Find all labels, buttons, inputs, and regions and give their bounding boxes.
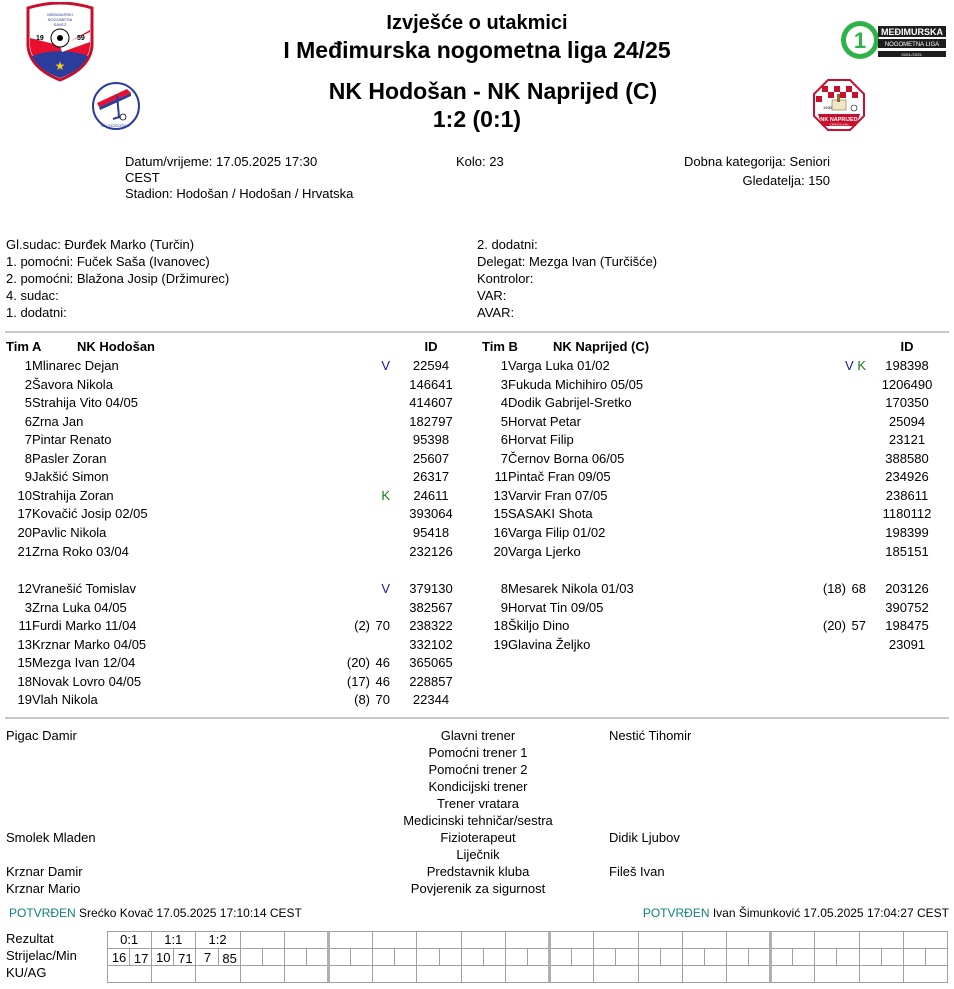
player-id: 1180112 [882,506,932,522]
divider [5,331,949,333]
player-number: 21 [17,543,32,559]
player-name: Fukuda Michihiro 05/05 [508,376,644,392]
player-number: 13 [493,487,508,503]
player-id: 238322 [409,618,453,634]
player-row[interactable] [482,357,952,375]
svg-text:NK NAPRIJED: NK NAPRIJED [820,117,858,123]
federation-year-right: 59 [77,35,85,42]
player-number: 19 [17,692,32,708]
substitution-for: (2) [354,618,370,634]
substitution-minute: 68 [851,581,866,596]
player-row[interactable] [6,376,476,394]
player-number: 19 [493,636,508,652]
player-row[interactable] [6,691,476,709]
player-id: 23091 [888,636,926,652]
team-a-id-header: ID [424,339,438,354]
svg-text:NOGOMETNA LIGA: NOGOMETNA LIGA [884,42,940,48]
player-number: 11 [494,469,508,485]
staff-role: Pomoćni trener 2 [428,762,528,777]
confirmation-home-status: POTVRĐEN [9,906,76,920]
federation-year-left: 19 [36,35,44,42]
staff-home: Smolek Mladen [6,830,96,845]
player-id: 365065 [409,655,453,671]
player-name: Mlinarec Dejan [32,358,119,373]
player-row[interactable] [6,599,476,617]
substitution-for: (17) [346,673,370,689]
staff-role: Trener vratara [437,796,519,811]
player-name: Horvat Tin 09/05 [508,599,604,615]
official-assistant-2: 2. pomoćni: Blažona Josip (Držimurec) [6,271,230,286]
player-row[interactable] [482,413,952,431]
confirmation-away-status: POTVRĐEN [642,906,710,920]
player-row[interactable] [482,543,952,561]
player-id: 182797 [409,413,453,429]
substitution-for: (18) [822,581,846,596]
substitution-for: (20) [822,618,846,634]
player-id: 388580 [885,450,929,466]
staff-role: Predstavnik kluba [426,864,530,879]
goal-result: 1:2 [208,932,227,947]
player-number: 6 [24,413,32,429]
player-number: 8 [24,450,32,466]
player-row[interactable] [6,524,476,542]
player-row[interactable] [6,580,476,598]
age-category: Dobna kategorija: Seniori [684,154,830,169]
player-name: Černov Borna 06/05 [508,450,625,466]
player-id: 25094 [888,413,926,429]
official-delegate: Delegat: Mezga Ivan (Turčišće) [477,254,658,269]
player-name: Vranešić Tomislav [32,581,137,596]
match-round: Kolo: 23 [456,154,504,169]
player-number: 17 [17,506,32,522]
player-id: 198475 [885,618,929,634]
player-number: 7 [24,432,32,448]
player-row[interactable] [482,468,952,486]
player-number: 15 [17,655,32,671]
player-id: 198398 [885,358,929,373]
player-id: 203126 [885,581,929,596]
substitution-minute: 70 [375,692,390,708]
player-number: 7 [500,450,508,466]
staff-role: Glavni trener [440,728,516,743]
team-b-name: NK Naprijed (C) [553,339,650,354]
goal-result: 1:1 [164,932,183,947]
player-number: 9 [24,469,32,485]
match-datetime: Datum/vrijeme: 17.05.2025 17:30 [125,154,318,169]
player-id: 238611 [885,487,929,503]
player-id: 22594 [412,358,450,373]
staff-away: Fileš Ivan [609,864,665,879]
player-number: 3 [24,599,32,615]
player-row[interactable] [482,450,952,468]
player-row[interactable] [6,357,476,375]
player-number: 20 [17,524,32,540]
player-number: 4 [500,395,508,411]
staff-away: Nestić Tihomir [609,728,692,743]
player-id: 25607 [412,450,450,466]
official-main-referee: Gl.sudac: Đurđek Marko (Turčin) [6,237,195,252]
player-id: 390752 [885,599,929,615]
goal-scorer: 7 [203,950,212,965]
player-marks [346,580,390,598]
svg-text:SAVEZ: SAVEZ [53,22,67,27]
staff-role: Fizioterapeut [440,830,516,845]
player-name: Varga Luka 01/02 [508,358,610,373]
substitution-for: (20) [346,655,370,671]
player-name: Šavora Nikola [32,376,113,392]
official-fourth: 4. sudac: [6,288,59,303]
staff-role: Povjerenik za sigurnost [410,881,546,896]
captain-mark: K [381,487,390,503]
player-name: Furdi Marko 11/04 [32,618,137,634]
player-row[interactable] [482,599,952,617]
player-number: 12 [17,581,32,596]
player-row[interactable] [6,394,476,412]
team-b-id-header: ID [900,339,914,354]
confirmation-home-text: Srećko Kovač 17.05.2025 17:10:14 CEST [79,906,302,920]
goal-scorer: 16 [111,950,127,965]
svg-text:★: ★ [54,59,66,73]
goal-minute: 71 [178,951,193,966]
player-name: Mesarek Nikola 01/03 [508,581,634,596]
player-id: 22344 [412,692,450,708]
player-row[interactable] [6,468,476,486]
player-name: Vlah Nikola [32,692,98,708]
player-number: 9 [500,599,508,615]
match-title: NK Hodošan - NK Naprijed (C) [328,78,658,104]
player-id: 146641 [409,376,453,392]
player-number: 1 [24,358,32,373]
goals-label-result: Rezultat [6,931,54,946]
player-name: Horvat Filip [508,432,574,448]
player-id: 234926 [885,469,929,485]
svg-text:MEĐIMURSKI: MEĐIMURSKI [47,12,73,17]
player-row[interactable] [6,450,476,468]
official-avar: AVAR: [477,305,515,320]
substitution-for: (8) [354,692,370,708]
player-name: Jakšić Simon [32,469,109,485]
player-number: 8 [500,581,508,596]
player-name: Strahija Zoran [32,487,114,503]
player-row[interactable] [6,617,476,635]
player-name: Varga Filip 01/02 [508,524,606,540]
official-additional-1: 1. dodatni: [6,305,67,320]
player-id: 23121 [888,432,926,448]
official-var: VAR: [477,288,507,303]
official-controller: Kontrolor: [477,271,534,286]
divider [5,717,949,719]
player-name: Glavina Željko [508,636,591,652]
player-id: 170350 [885,395,929,411]
player-id: 382567 [409,599,453,615]
player-name: Zrna Roko 03/04 [32,543,129,559]
player-marks [822,357,866,375]
player-name: Horvat Petar [508,413,581,429]
svg-text:NOGOMETNI: NOGOMETNI [47,17,73,22]
player-number: 5 [24,395,32,411]
player-id: 1206490 [881,376,933,392]
match-timezone: CEST [125,170,160,185]
player-row[interactable] [6,543,476,561]
player-row[interactable] [6,487,476,505]
svg-text:2024./2025.: 2024./2025. [901,52,923,57]
match-stadium: Stadion: Hodošan / Hodošan / Hrvatska [125,186,354,201]
player-number: 1 [500,358,508,373]
officials-right [477,236,657,321]
team-b-label: Tim B [482,339,518,354]
player-id: 24611 [413,487,449,503]
player-marks [346,487,390,505]
player-name: Škiljo Dino [508,618,570,634]
substitution-minute: 46 [375,655,390,671]
captain-mark: K [857,358,866,373]
staff-home: Krznar Mario [6,881,81,896]
player-id: 198399 [885,524,929,540]
player-name: Strahija Vito 04/05 [32,395,138,411]
svg-text:CIRKOVLJAN: CIRKOVLJAN [829,122,849,127]
player-id: 232126 [409,543,453,559]
staff-home: Pigac Damir [6,728,77,743]
player-row[interactable] [482,580,952,598]
player-name: Mezga Ivan 12/04 [32,655,136,671]
player-number: 16 [493,524,508,540]
player-marks [346,357,390,375]
player-name: Zrna Jan [32,413,84,429]
player-number: 18 [17,673,32,689]
player-number: 11 [18,618,32,634]
player-row[interactable] [6,654,476,672]
player-id: 95398 [412,432,450,448]
officials-left [6,236,229,321]
player-number: 15 [493,506,508,522]
confirmation-away-text: Ivan Šimunković 17.05.2025 17:04:27 CEST [712,906,949,920]
goalkeeper-mark: V [381,581,390,596]
player-id: 26317 [412,469,450,485]
spectators: Gledatelja: 150 [742,173,830,188]
official-additional-2: 2. dodatni: [477,237,538,252]
player-row[interactable] [482,376,952,394]
substitution-minute: 57 [851,618,866,634]
svg-text:MEĐIMURSKA: MEĐIMURSKA [881,27,943,37]
player-name: Pintač Fran 09/05 [508,469,611,485]
player-id: 414607 [409,395,453,411]
player-id: 185151 [885,543,929,559]
team-a-name: NK Hodošan [77,339,155,354]
player-name: Varga Ljerko [508,543,581,559]
player-row[interactable] [6,673,476,691]
league-title: I Međimurska nogometna liga 24/25 [283,37,671,63]
player-id: 228857 [409,673,453,689]
player-row[interactable] [482,636,952,654]
match-score: 1:2 (0:1) [432,106,522,132]
confirmation-away [643,905,949,921]
substitution-minute: 70 [375,618,390,634]
player-number: 2 [24,376,32,392]
player-number: 6 [500,432,508,448]
player-number: 18 [493,618,508,634]
player-id: 95418 [412,524,450,540]
staff-role: Kondicijski trener [428,779,528,794]
player-row[interactable] [482,524,952,542]
player-row[interactable] [6,505,476,523]
player-id: 379130 [409,581,453,596]
svg-text:NK "HODOŠAN": NK "HODOŠAN" [101,123,131,128]
staff-role: Pomoćni trener 1 [428,745,528,760]
staff-away: Didik Ljubov [609,830,680,845]
player-name: Dodik Gabrijel-Sretko [508,395,632,411]
substitution-minute: 46 [375,673,390,689]
confirmation-home [9,905,302,921]
player-row[interactable] [6,636,476,654]
goals-label-scorer: Strijelac/Min [6,948,77,963]
svg-text:1930: 1930 [823,105,832,110]
player-id: 332102 [409,636,453,652]
goals-label-ku-ag: KU/AG [6,965,47,980]
player-row[interactable] [6,413,476,431]
goalkeeper-mark: V [381,358,390,373]
player-number: 3 [500,376,508,392]
staff-home: Krznar Damir [6,864,83,879]
player-number: 13 [17,636,32,652]
player-row[interactable] [482,505,952,523]
goal-minute: 85 [222,951,237,966]
player-row[interactable] [6,431,476,449]
goal-result: 0:1 [120,932,139,947]
player-row[interactable] [482,431,952,449]
player-name: Kovačić Josip 02/05 [32,506,148,522]
official-assistant-1: 1. pomoćni: Fuček Saša (Ivanovec) [6,254,210,269]
player-number: 5 [500,413,508,429]
player-name: Krznar Marko 04/05 [32,636,147,652]
staff-role: Liječnik [456,847,500,862]
player-row[interactable] [482,617,952,635]
report-title: Izvješće o utakmici [386,12,568,34]
svg-text:1: 1 [853,28,867,53]
team-a-label: Tim A [6,339,42,354]
player-name: SASAKI Shota [508,506,593,522]
player-name: Varvir Fran 07/05 [508,487,608,503]
player-number: 10 [17,487,32,503]
player-row[interactable] [482,487,952,505]
goalkeeper-mark: V [845,358,854,373]
goal-scorer: 10 [156,950,171,965]
player-number: 20 [493,543,508,559]
player-name: Pavlic Nikola [32,524,107,540]
goals-grid [107,931,949,983]
player-name: Pasler Zoran [32,450,107,466]
player-name: Zrna Luka 04/05 [32,599,127,615]
player-id: 393064 [409,506,453,522]
player-name: Novak Lovro 04/05 [32,673,142,689]
player-name: Pintar Renato [32,432,112,448]
goal-minute: 17 [133,951,149,966]
player-row[interactable] [482,394,952,412]
staff-role: Medicinski tehničar/sestra [403,813,553,828]
